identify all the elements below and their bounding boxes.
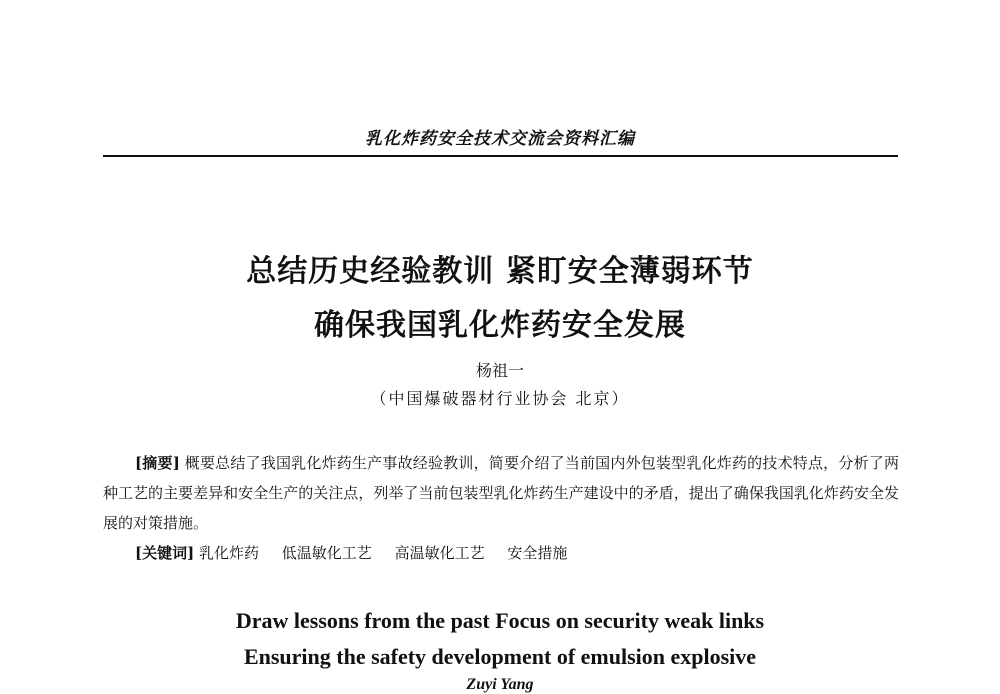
- keyword: 高温敏化工艺: [394, 544, 485, 562]
- paper-title-line-2: 确保我国乳化炸药安全发展: [314, 308, 686, 343]
- keywords-paragraph: [103, 538, 899, 568]
- keyword: 安全措施: [507, 544, 568, 562]
- header-rule: [103, 155, 898, 157]
- author-affiliation: （中国爆破器材行业协会 北京）: [370, 389, 630, 408]
- abstract-block: [103, 448, 899, 568]
- english-title-line-1: Draw lessons from the past Focus on security weak links: [235, 608, 765, 633]
- english-title-line-2: Ensuring the safety development of emulsion explosive: [243, 644, 757, 669]
- abstract-text: 概要总结了我国乳化炸药生产事故经验教训，简要介绍了当前国内外包装型乳化炸药的技术特点，分析了两种工艺的主要差异和安全生产的关注点，列举了当前包装型乳化炸药生产建设中的矛盾，提出了确保我国乳化炸药安全发展的对策措施。: [103, 454, 899, 532]
- author-name: 杨祖一: [475, 361, 524, 380]
- english-author-name: Zuyi Yang: [466, 676, 534, 693]
- paper-title-line-1: 总结历史经验教训 紧盯安全薄弱环节: [246, 254, 754, 289]
- keyword: 乳化炸药: [198, 544, 259, 562]
- running-head: 乳化炸药安全技术交流会资料汇编: [365, 129, 635, 149]
- abstract-paragraph: [103, 448, 899, 538]
- keyword: 低温敏化工艺: [281, 544, 372, 562]
- keywords-label: [关键词]: [135, 544, 195, 562]
- abstract-label: [摘要]: [135, 454, 180, 472]
